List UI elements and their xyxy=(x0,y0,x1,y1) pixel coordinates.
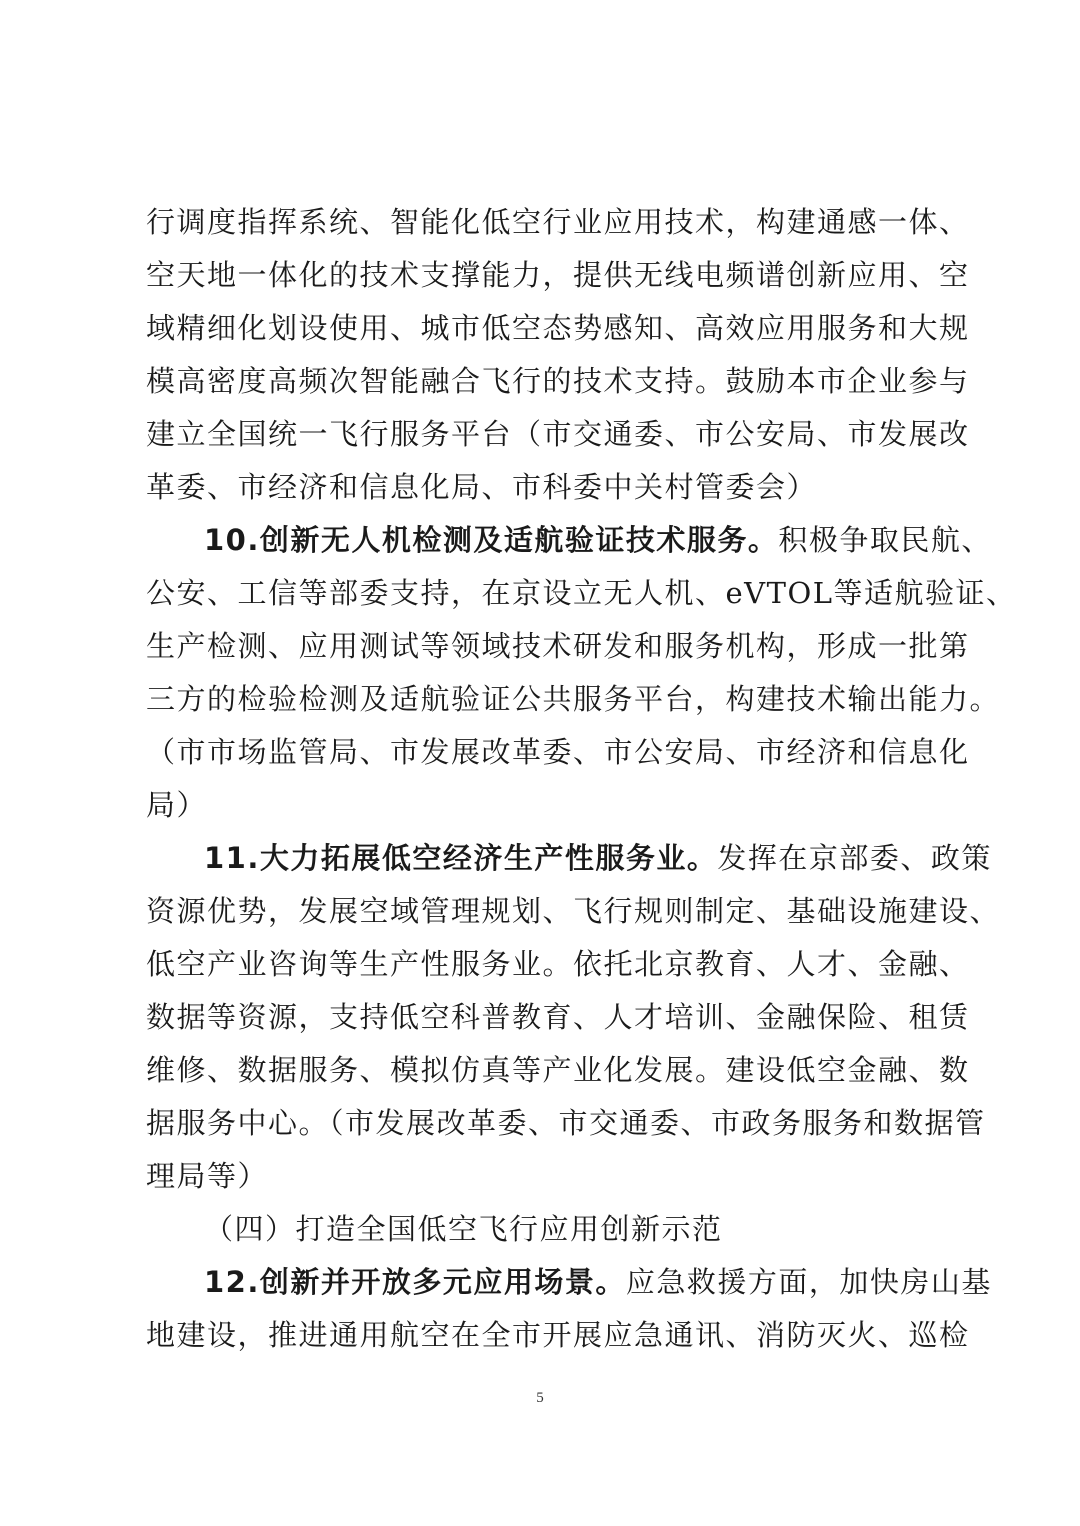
text-line: 数据等资源，支持低空科普教育、人才培训、金融保险、租赁 xyxy=(146,1000,970,1034)
text-line: 生产检测、应用测试等领域技术研发和服务机构，形成一批第 xyxy=(146,629,970,663)
text-line: 三方的检验检测及适航验证公共服务平台，构建技术输出能力。 xyxy=(146,682,1001,716)
text-line: 理局等） xyxy=(146,1159,269,1193)
text-line: 地建设，推进通用航空在全市开展应急通讯、消防灭火、巡检 xyxy=(146,1318,970,1352)
body-text xyxy=(146,196,1017,1362)
section-11-text: 发挥在京部委、政策 xyxy=(717,841,992,875)
text-line: 资源优势，发展空域管理规划、飞行规则制定、基础设施建设、 xyxy=(146,894,1001,928)
section-11-heading: 11.大力拓展低空经济生产性服务业。 xyxy=(204,841,718,875)
text-line: 革委、市经济和信息化局、市科委中关村管委会） xyxy=(146,470,818,504)
section-10-line xyxy=(146,514,992,567)
section-11-line xyxy=(146,832,992,885)
text-line: 低空产业咨询等生产性服务业。依托北京教育、人才、金融、 xyxy=(146,947,970,981)
section-12-text: 应急救援方面，加快房山基 xyxy=(625,1265,992,1299)
text-line: 公安、工信等部委支持，在京设立无人机、eVTOL等适航验证、 xyxy=(146,576,1017,610)
text-line: 维修、数据服务、模拟仿真等产业化发展。建设低空金融、数 xyxy=(146,1053,970,1087)
section-12-heading: 12.创新并开放多元应用场景。 xyxy=(204,1265,626,1299)
text-line: 模高密度高频次智能融合飞行的技术支持。鼓励本市企业参与 xyxy=(146,364,970,398)
text-line: 空天地一体化的技术支撑能力，提供无线电频谱创新应用、空 xyxy=(146,258,970,292)
text-line: 域精细化划设使用、城市低空态势感知、高效应用服务和大规 xyxy=(146,311,970,345)
text-line: 局） xyxy=(146,788,208,822)
page-number: 5 xyxy=(536,1390,544,1406)
section-12-line xyxy=(146,1256,992,1309)
section-10-text: 积极争取民航、 xyxy=(778,523,992,557)
section-10-heading: 10.创新无人机检测及适航验证技术服务。 xyxy=(204,523,779,557)
subsection-heading: （四）打造全国低空飞行应用创新示范 xyxy=(204,1212,723,1246)
text-line: 建立全国统一飞行服务平台（市交通委、市公安局、市发展改 xyxy=(146,417,970,451)
text-line: （市市场监管局、市发展改革委、市公安局、市经济和信息化 xyxy=(146,735,970,769)
text-line: 据服务中心。（市发展改革委、市交通委、市政务服务和数据管 xyxy=(146,1106,986,1140)
text-line: 行调度指挥系统、智能化低空行业应用技术，构建通感一体、 xyxy=(146,205,970,239)
